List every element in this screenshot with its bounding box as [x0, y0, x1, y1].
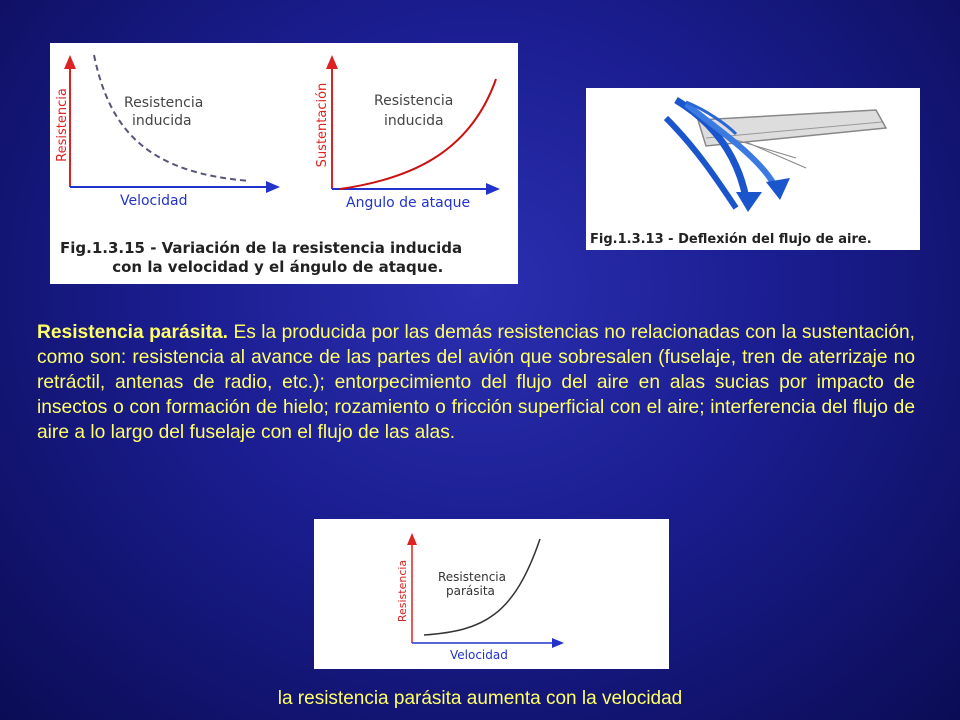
left-x-axis-arrow	[266, 181, 280, 193]
wing-shape	[698, 110, 886, 146]
figure-1313-caption: Fig.1.3.13 - Deflexión del flujo de aire.	[590, 232, 872, 247]
left-curve-label-2: inducida	[132, 113, 192, 129]
right-xlabel: Angulo de ataque	[346, 195, 471, 211]
parasite-drag-paragraph	[37, 320, 915, 445]
airflow-arrow-head	[736, 192, 762, 212]
curve-label-1: Resistencia	[438, 570, 506, 584]
paragraph-body: Es la producida por las demás resistencias no relacionadas con la sustentación, como son: resistencia al avance de las partes del avión que sobresalen (fuselaje, tren de aterrizaje no retráctil, antenas de radio, etc.); entorpecimiento del flujo del aire en alas sucias por impacto de insectos o con formación de hielo; rozamiento o fricción superficial con el aire; interferencia del flujo de aire a lo largo del fuselaje con el flujo de las alas.	[37, 322, 915, 443]
curve-label-2: parásita	[446, 584, 495, 598]
figure-1315-caption	[60, 239, 462, 277]
induced-drag-charts	[50, 43, 518, 243]
figure-airflow-deflection	[586, 88, 920, 250]
chart-ylabel: Resistencia	[396, 559, 409, 623]
x-axis-arrow	[552, 638, 564, 648]
right-curve-label-2: inducida	[384, 113, 444, 129]
left-xlabel: Velocidad	[120, 193, 188, 209]
airflow-deflection-illustration	[586, 88, 920, 228]
figure-induced-drag	[50, 43, 518, 284]
figure-parasite-drag	[314, 519, 669, 669]
paragraph-lead: Resistencia parásita.	[37, 322, 229, 343]
left-ylabel: Resistencia	[55, 88, 70, 162]
caption-line-2: con la velocidad y el ángulo de ataque.	[60, 258, 444, 276]
right-curve-label-1: Resistencia	[374, 93, 454, 109]
caption-line-1: Fig.1.3.15 - Variación de la resistencia inducida	[60, 239, 463, 257]
chart-xlabel: Velocidad	[450, 648, 508, 662]
right-y-axis-arrow	[326, 55, 338, 69]
left-y-axis-arrow	[64, 55, 76, 69]
right-ylabel: Sustentación	[315, 82, 330, 168]
right-x-axis-arrow	[486, 183, 500, 195]
left-curve-label-1: Resistencia	[124, 95, 204, 111]
footer-caption: la resistencia parásita aumenta con la velocidad	[277, 688, 683, 709]
y-axis-arrow	[407, 533, 417, 545]
parasite-drag-chart	[314, 519, 669, 669]
